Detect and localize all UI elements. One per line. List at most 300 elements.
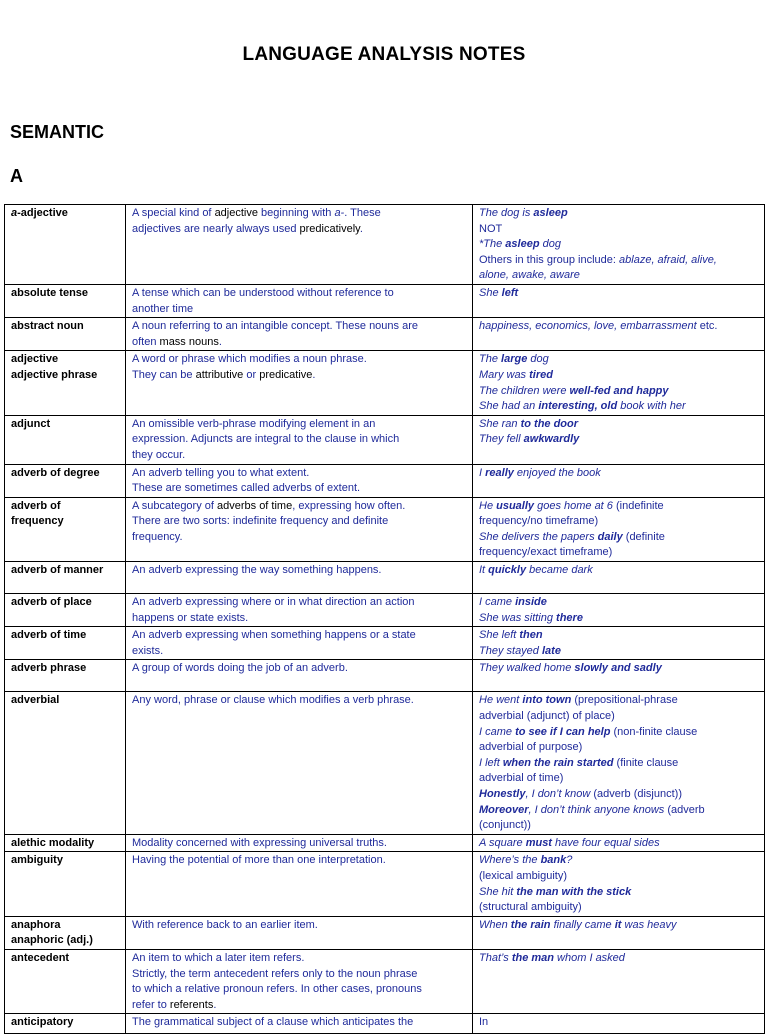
term-line — [11, 933, 120, 949]
example-text: alone, awake, aware — [479, 269, 580, 282]
example-line — [479, 384, 759, 400]
table-row — [5, 205, 765, 285]
section-heading: SEMANTIC — [10, 122, 104, 142]
example-text: adverbial (adjunct) of place) — [479, 710, 615, 723]
definition-line — [132, 611, 467, 627]
definition-text: A special kind of — [132, 207, 215, 219]
example-cell — [473, 464, 765, 497]
definition-text: , expressing how often. — [292, 499, 406, 512]
example-text: into town — [522, 694, 572, 707]
example-text: I came — [479, 725, 516, 738]
term-line — [11, 918, 120, 934]
example-text: became dark — [526, 564, 593, 577]
example-text: She had an — [479, 400, 539, 413]
table-row — [5, 852, 765, 916]
example-text: was heavy — [621, 918, 677, 931]
example-text: Others in this group include: — [479, 253, 620, 266]
example-text: dog — [539, 238, 561, 251]
table-row — [5, 627, 765, 660]
example-line — [479, 530, 759, 546]
example-cell — [473, 916, 765, 949]
term-line — [11, 563, 120, 579]
example-line — [479, 432, 759, 448]
definition-text: There are two sorts: indefinite frequency and definite — [132, 515, 389, 528]
example-text: I left — [479, 756, 503, 769]
definition-cell — [126, 627, 473, 660]
definition-line — [132, 693, 467, 709]
example-text: That’s — [479, 951, 512, 964]
definition-line — [132, 417, 467, 433]
example-text: interesting, old — [538, 400, 618, 413]
example-cell — [473, 415, 765, 464]
term-text: alethic modality — [11, 836, 95, 849]
example-cell — [473, 692, 765, 834]
definition-text: A group of words doing the job of an adverb. — [132, 662, 348, 675]
definition-line — [132, 836, 467, 852]
example-text: (adverb — [664, 803, 705, 816]
definition-text: Strictly, the term antecedent refers only to the noun phrase — [132, 967, 418, 980]
definition-text: happens or state exists. — [132, 611, 249, 624]
example-cell — [473, 318, 765, 351]
definition-line — [132, 595, 467, 611]
term-cell — [5, 852, 126, 916]
term-line — [11, 693, 120, 709]
example-text: really — [485, 466, 514, 479]
example-cell — [473, 949, 765, 1013]
term-text: adverb phrase — [11, 662, 87, 675]
example-text: They stayed — [479, 644, 542, 657]
example-line — [479, 756, 759, 772]
definition-cell — [126, 562, 473, 594]
definition-line — [132, 853, 467, 869]
definition-line — [132, 951, 467, 967]
definition-text: They can be — [132, 368, 196, 381]
example-line — [479, 644, 759, 660]
example-text: there — [556, 611, 583, 624]
example-text: She left — [479, 629, 520, 642]
definition-line — [132, 286, 467, 302]
definition-text: An omissible verb-phrase modifying element in an — [132, 417, 376, 430]
example-line — [479, 368, 759, 384]
example-line — [479, 885, 759, 901]
definition-text: The grammatical subject of a clause which anticipates the — [132, 1016, 414, 1029]
example-line — [479, 1015, 759, 1031]
definition-line — [132, 466, 467, 482]
example-cell — [473, 497, 765, 561]
table-row — [5, 415, 765, 464]
example-cell — [473, 205, 765, 285]
term-cell — [5, 916, 126, 949]
definition-line — [132, 481, 467, 497]
table-row — [5, 949, 765, 1013]
definition-text: attributive — [195, 368, 244, 381]
definition-text: another time — [132, 302, 194, 315]
letter-heading: A — [10, 166, 23, 186]
term-text: adverb of time — [11, 629, 87, 642]
definition-line — [132, 448, 467, 464]
example-line — [479, 900, 759, 916]
example-line — [479, 417, 759, 433]
example-line — [479, 771, 759, 787]
example-line — [479, 693, 759, 709]
definition-text: predicatively — [299, 222, 360, 235]
example-cell — [473, 852, 765, 916]
definition-line — [132, 661, 467, 677]
example-line — [479, 595, 759, 611]
term-cell — [5, 562, 126, 594]
example-text: She delivers the papers — [479, 530, 598, 543]
definition-line — [132, 335, 467, 351]
example-line — [479, 918, 759, 934]
example-line — [479, 853, 759, 869]
definition-text: frequency. — [132, 530, 183, 543]
definition-text: they occur. — [132, 448, 186, 461]
example-line — [479, 319, 759, 335]
definition-text: exists. — [132, 644, 164, 657]
definition-text: adjective — [214, 207, 258, 219]
term-line — [11, 466, 120, 482]
table-row — [5, 497, 765, 561]
example-line — [479, 268, 759, 284]
example-text: asleep — [533, 207, 568, 219]
term-text: absolute tense — [11, 286, 89, 299]
example-line — [479, 628, 759, 644]
example-line — [479, 563, 759, 579]
definition-text: to which a relative pronoun refers. In other cases, pronouns — [132, 983, 422, 996]
example-text: (lexical ambiguity) — [479, 869, 568, 882]
example-cell — [473, 351, 765, 415]
example-line — [479, 787, 759, 803]
term-cell — [5, 949, 126, 1013]
definition-text: A tense which can be understood without reference to — [132, 286, 394, 299]
term-text: antecedent — [11, 951, 70, 964]
table-row — [5, 464, 765, 497]
definition-text: adverbs of time — [217, 499, 293, 512]
example-text: adverbial of purpose) — [479, 741, 583, 754]
term-line — [11, 417, 120, 433]
example-text: (non-finite clause — [610, 725, 698, 738]
definition-text: expression. Adjuncts are integral to the clause in which — [132, 433, 400, 446]
example-text: When — [479, 918, 511, 931]
example-text: , I don’t think anyone knows — [528, 803, 665, 816]
example-text: She hit — [479, 885, 517, 898]
example-line — [479, 803, 759, 819]
term-line — [11, 206, 120, 222]
example-text: left — [501, 286, 519, 299]
definition-text: An adverb telling you to what extent. — [132, 466, 310, 479]
example-text: awkwardly — [523, 433, 580, 446]
example-line — [479, 466, 759, 482]
term-line — [11, 853, 120, 869]
example-cell — [473, 627, 765, 660]
definition-line — [132, 1015, 467, 1031]
example-text: She was sitting — [479, 611, 557, 624]
term-text: ambiguity — [11, 854, 63, 867]
definition-cell — [126, 318, 473, 351]
example-text: when the rain started — [502, 756, 614, 769]
definition-text: referents — [169, 998, 214, 1011]
definition-cell — [126, 916, 473, 949]
example-text: quickly — [488, 564, 527, 577]
term-cell — [5, 351, 126, 415]
example-text: The children were — [479, 384, 570, 397]
definition-text: A word or phrase which modifies a noun phrase. — [132, 353, 367, 366]
term-text: abstract noun — [11, 320, 84, 333]
definition-line — [132, 563, 467, 579]
definition-text: Modality concerned with expressing universal truths. — [132, 836, 387, 849]
term-line — [11, 951, 120, 967]
example-text: (structural ambiguity) — [479, 901, 582, 914]
definition-line — [132, 206, 467, 222]
term-line — [11, 286, 120, 302]
definition-text: . — [359, 222, 363, 235]
example-text: (finite clause — [613, 756, 679, 769]
example-line — [479, 740, 759, 756]
term-line — [11, 499, 120, 515]
example-text: (conjunct)) — [479, 819, 531, 832]
example-line — [479, 836, 759, 852]
term-text: adjective phrase — [11, 368, 98, 381]
example-cell — [473, 834, 765, 852]
term-text: adverb of — [11, 499, 61, 512]
definition-text: . — [213, 998, 217, 1011]
definition-cell — [126, 660, 473, 692]
example-text: late — [541, 644, 561, 657]
term-line — [11, 352, 120, 368]
example-line — [479, 514, 759, 530]
definition-cell — [126, 594, 473, 627]
example-text: the rain — [510, 918, 551, 931]
example-line — [479, 725, 759, 741]
definition-cell — [126, 464, 473, 497]
definition-line — [132, 918, 467, 934]
example-cell — [473, 562, 765, 594]
example-text: must — [525, 836, 552, 849]
term-cell — [5, 660, 126, 692]
example-text: They walked home — [479, 662, 575, 675]
definition-cell — [126, 284, 473, 317]
definition-line — [132, 530, 467, 546]
definition-cell — [126, 205, 473, 285]
definition-line — [132, 998, 467, 1014]
example-text: to the door — [520, 417, 579, 430]
table-row — [5, 834, 765, 852]
definition-text: Any word, phrase or clause which modifies a verb phrase. — [132, 694, 414, 707]
definition-text: . These — [344, 207, 381, 219]
example-text: frequency/no timeframe) — [479, 515, 599, 528]
definition-line — [132, 222, 467, 238]
term-cell — [5, 205, 126, 285]
term-line — [11, 661, 120, 677]
table-row — [5, 660, 765, 692]
definition-line — [132, 982, 467, 998]
example-text: goes home at 6 — [534, 499, 613, 512]
definition-text: or — [243, 368, 260, 381]
example-line — [479, 206, 759, 222]
example-text: usually — [496, 499, 535, 512]
example-text: She ran — [479, 417, 521, 430]
example-line — [479, 545, 759, 561]
example-text: adverbial of time) — [479, 772, 564, 785]
example-text: inside — [515, 596, 547, 609]
definition-line — [132, 352, 467, 368]
example-text: it — [614, 918, 622, 931]
definition-cell — [126, 497, 473, 561]
definition-text: With reference back to an earlier item. — [132, 918, 318, 931]
example-text: finally came — [550, 918, 615, 931]
example-text: large — [501, 353, 528, 366]
definition-line — [132, 302, 467, 318]
term-line — [11, 368, 120, 384]
example-text: She — [479, 286, 502, 299]
definition-line — [132, 514, 467, 530]
example-line — [479, 237, 759, 253]
term-cell — [5, 464, 126, 497]
term-line — [11, 514, 120, 530]
table-row — [5, 562, 765, 594]
example-text: the man — [511, 951, 554, 964]
term-text: anticipatory — [11, 1016, 74, 1029]
term-line — [11, 836, 120, 852]
example-text: NOT — [479, 222, 503, 235]
definition-text: . — [312, 368, 316, 381]
table-row — [5, 692, 765, 834]
term-text: anaphora — [11, 918, 61, 931]
definition-text: An adverb expressing when something happens or a state — [132, 629, 416, 642]
glossary-body — [5, 205, 765, 1034]
example-text: slowly and sadly — [574, 662, 662, 675]
example-text: Mary was — [479, 368, 530, 381]
term-line — [11, 595, 120, 611]
example-line — [479, 222, 759, 238]
example-cell — [473, 660, 765, 692]
term-text: -adjective — [17, 207, 68, 219]
term-text: adverb of degree — [11, 466, 100, 479]
example-text: whom I asked — [554, 951, 625, 964]
example-text: (definite — [622, 530, 665, 543]
definition-text: Having the potential of more than one interpretation. — [132, 854, 386, 867]
definition-text: An adverb expressing where or in what direction an action — [132, 596, 415, 609]
table-row — [5, 916, 765, 949]
example-text: A square — [479, 836, 526, 849]
definition-text: refer to — [132, 998, 170, 1011]
example-text: well-fed and happy — [569, 384, 669, 397]
table-row — [5, 284, 765, 317]
example-text: enjoyed the book — [513, 466, 601, 479]
example-text: Moreover — [479, 803, 529, 816]
example-line — [479, 286, 759, 302]
example-text: Honestly — [479, 788, 526, 800]
example-text: The — [479, 353, 502, 366]
example-line — [479, 818, 759, 834]
glossary-table — [4, 204, 765, 1034]
example-cell — [473, 594, 765, 627]
example-text: (adverb (disjunct)) — [590, 788, 682, 800]
example-text: the man with the stick — [516, 885, 632, 898]
definition-text: a- — [334, 207, 345, 219]
example-cell — [473, 284, 765, 317]
example-text: dog — [527, 353, 549, 366]
term-cell — [5, 497, 126, 561]
definition-text: often — [132, 335, 160, 348]
example-text: The dog is — [479, 207, 534, 219]
term-text: adverb of place — [11, 596, 92, 609]
example-text: ablaze, afraid, alive, — [619, 253, 717, 266]
table-row — [5, 351, 765, 415]
term-text: anaphoric (adj.) — [11, 934, 93, 947]
example-text: *The — [479, 238, 506, 251]
definition-cell — [126, 351, 473, 415]
term-text: adjective — [11, 353, 59, 366]
example-text: book with her — [617, 400, 686, 413]
definition-cell — [126, 852, 473, 916]
definition-text: . — [218, 335, 222, 348]
example-text: It — [479, 564, 489, 577]
table-row — [5, 318, 765, 351]
definition-text: adjectives are nearly always used — [132, 222, 300, 235]
example-text: to see if I can help — [515, 725, 611, 738]
example-text: I came — [479, 596, 516, 609]
example-line — [479, 661, 759, 677]
definition-text: A noun referring to an intangible concept. These nouns are — [132, 320, 418, 333]
example-text: frequency/exact timeframe) — [479, 546, 613, 559]
example-line — [479, 352, 759, 368]
definition-text: beginning with — [257, 207, 335, 219]
definition-text: These are sometimes called adverbs of extent. — [132, 482, 361, 495]
definition-text: A subcategory of — [132, 499, 217, 512]
term-text: frequency — [11, 515, 64, 528]
example-text: happiness, economics, love, embarrassment — [479, 320, 697, 333]
example-line — [479, 499, 759, 515]
definition-text: mass nouns — [159, 335, 219, 348]
definition-line — [132, 368, 467, 384]
example-text: asleep — [505, 238, 540, 251]
term-text: adjunct — [11, 417, 51, 430]
term-cell — [5, 318, 126, 351]
example-text: I — [479, 466, 486, 479]
example-text: ? — [566, 854, 573, 867]
definition-cell — [126, 692, 473, 834]
term-cell — [5, 415, 126, 464]
term-text: a — [11, 207, 18, 219]
table-row — [5, 594, 765, 627]
definition-line — [132, 499, 467, 515]
term-line — [11, 628, 120, 644]
example-text: daily — [597, 530, 623, 543]
example-line — [479, 611, 759, 627]
term-cell — [5, 627, 126, 660]
example-text: Where’s the — [479, 854, 541, 867]
term-cell — [5, 692, 126, 834]
example-text: They fell — [479, 433, 524, 446]
definition-text: An adverb expressing the way something happens. — [132, 564, 382, 577]
example-text: In — [479, 1016, 489, 1029]
term-cell — [5, 594, 126, 627]
term-text: adverbial — [11, 694, 60, 707]
definition-line — [132, 644, 467, 660]
example-text: (prepositional-phrase — [571, 694, 678, 707]
term-cell — [5, 284, 126, 317]
definition-line — [132, 432, 467, 448]
example-line — [479, 951, 759, 967]
example-text: He — [479, 499, 497, 512]
example-text: bank — [540, 854, 567, 867]
example-line — [479, 709, 759, 725]
definition-cell — [126, 949, 473, 1013]
definition-text: predicative — [259, 368, 313, 381]
example-line — [479, 869, 759, 885]
example-text: have four equal sides — [551, 836, 660, 849]
